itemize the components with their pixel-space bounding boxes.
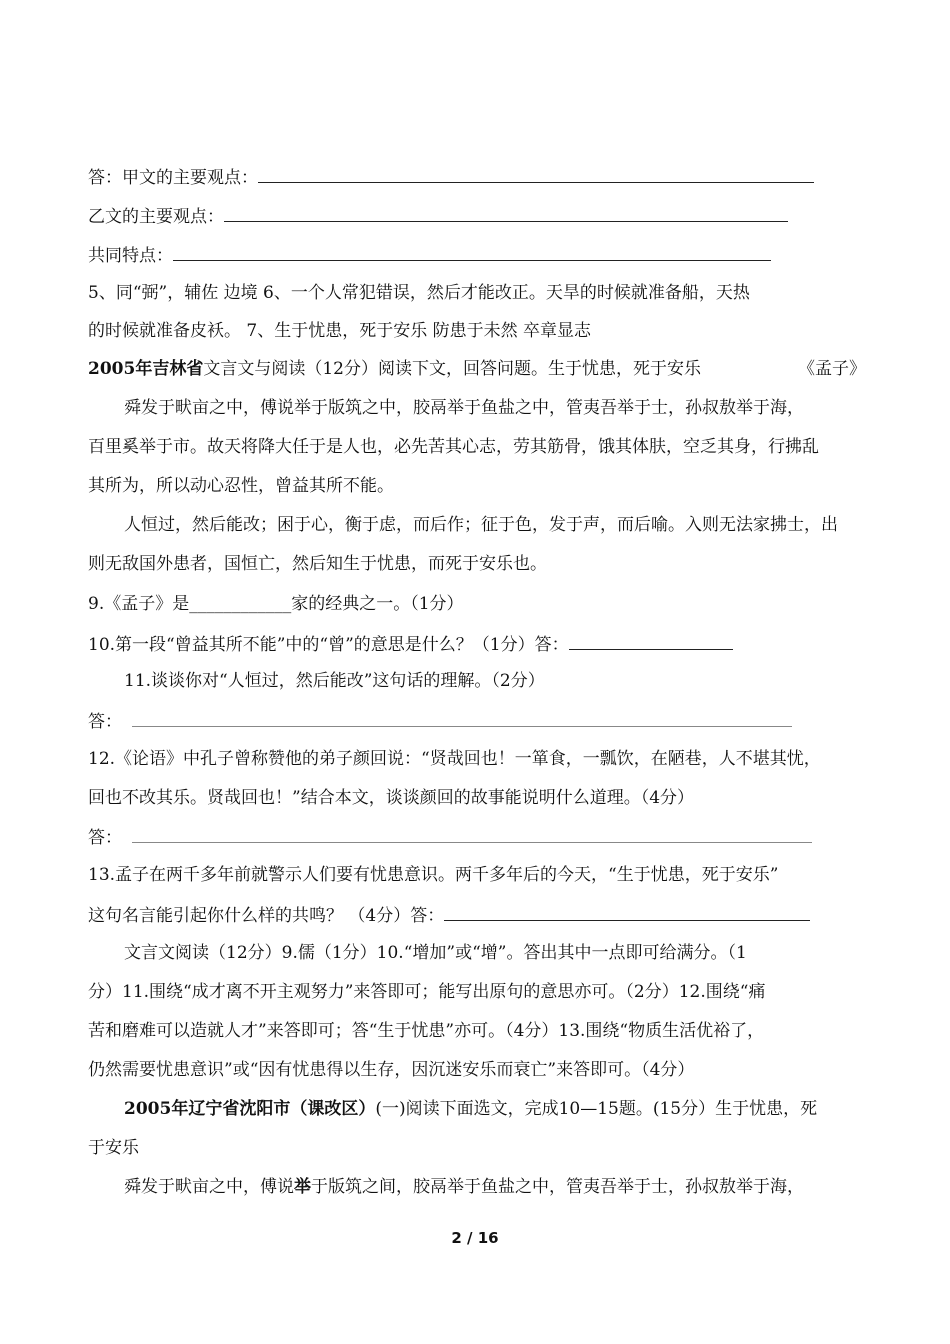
answer-jia-label: 答：甲文的主要观点：: [88, 168, 258, 188]
answer-yi-blank[interactable]: [224, 203, 788, 222]
answer-key-line-1: 文言文阅读（12分）9.儒（1分）10.“增加”或“增”。答出其中一点即可给满分。（1: [124, 943, 747, 963]
question-12-line-2: 回也不改其乐。贤哉回也！”结合本文，谈谈颜回的故事能说明什么道理。（4分）: [88, 788, 695, 808]
jilin-p1-line-2: 百里奚举于市。故天将降大任于是人也，必先苦其心志，劳其筋骨，饿其体肤，空乏其身，行拂乱: [88, 437, 819, 457]
question-10: [88, 631, 733, 657]
prev-answer-line-2: 的时候就准备皮袄。 7、生于忧患，死于安乐 防患于未然 卒章显志: [88, 321, 592, 341]
question-13-line-2: [88, 902, 810, 928]
question-11-answer-blank[interactable]: [132, 708, 792, 727]
page-number: 2 / 16: [451, 1229, 499, 1247]
question-11-answer-label: 答：: [88, 712, 122, 732]
shenyang-heading-line-2: 于安乐: [88, 1138, 139, 1158]
question-12-line-1: 12.《论语》中孔子曾称赞他的弟子颜回说：“贤哉回也！一箪食，一瓢饮，在陋巷，人不堪其忧，: [88, 749, 821, 769]
answer-jia-line: [88, 164, 814, 190]
answer-jia-blank[interactable]: [258, 164, 814, 183]
question-13-blank[interactable]: [444, 902, 810, 921]
answer-key-line-4: 仍然需要忧患意识”或“因有忧患得以生存，因沉迷安乐而衰亡”来答即可。（4分）: [88, 1060, 695, 1080]
question-10-text: 10.第一段“曾益其所不能”中的“曾”的意思是什么？（1分）答：: [88, 635, 569, 655]
question-13-text: 这句名言能引起你什么样的共鸣？ （4分）答：: [88, 906, 445, 926]
question-10-blank[interactable]: [569, 631, 733, 650]
question-9: [88, 592, 464, 616]
answer-key-line-3: 苦和磨难可以造就人才”来答即可；答“生于忧患”亦可。（4分）13.围绕“物质生活优裕了，: [88, 1021, 765, 1041]
question-11: 11.谈谈你对“人恒过，然后能改”这句话的理解。（2分）: [124, 671, 545, 691]
question-9-text-b: 家的经典之一。（1分）: [291, 594, 464, 614]
answer-common-blank[interactable]: [173, 242, 771, 261]
question-11-answer: [88, 708, 792, 734]
shenyang-heading: [124, 1097, 817, 1121]
jilin-p2-line-2: 则无敌国外患者，国恒亡，然后知生于忧患，而死于安乐也。: [88, 554, 547, 574]
answer-yi-line: [88, 203, 788, 229]
shenyang-p1-text-a: 舜发于畎亩之中，傅说: [124, 1177, 294, 1197]
question-12-answer: [88, 824, 812, 850]
question-12-answer-label: 答：: [88, 828, 122, 848]
question-12-answer-blank[interactable]: [132, 824, 812, 843]
answer-common-label: 共同特点：: [88, 246, 173, 266]
jilin-p1-line-3: 其所为，所以动心忍性，曾益其所不能。: [88, 476, 394, 496]
jilin-heading: [88, 357, 701, 381]
shenyang-heading-bold: 2005年辽宁省沈阳市（课改区）: [124, 1099, 376, 1119]
answer-yi-label: 乙文的主要观点：: [88, 207, 224, 227]
answer-key-line-2: 分）11.围绕“成才离不开主观努力”来答即可；能写出原句的意思亦可。（2分）12.围绕“痛: [88, 982, 766, 1002]
question-13-line-1: 13.孟子在两千多年前就警示人们要有忧患意识。两千多年后的今天，“生于忧患，死于安乐”: [88, 865, 779, 885]
jilin-heading-bold: 2005年吉林省: [88, 359, 204, 379]
prev-answer-line-1: 5、同“弼”，辅佐 边境 6、一个人常犯错误，然后才能改正。天旱的时候就准备船，天热: [88, 283, 750, 303]
shenyang-p1-bold: 举: [294, 1177, 311, 1197]
jilin-heading-rest: 文言文与阅读（12分）阅读下文，回答问题。生于忧患，死于安乐: [203, 359, 701, 379]
shenyang-p1-text-b: 于版筑之间，胶鬲举于鱼盐之中，管夷吾举于士，孙叔敖举于海，: [311, 1177, 804, 1197]
question-9-text-a: 9.《孟子》是: [88, 594, 190, 614]
question-9-blank[interactable]: ____________: [189, 594, 292, 614]
shenyang-heading-rest: (一)阅读下面选文，完成10—15题。(15分）生于忧患，死: [375, 1099, 818, 1119]
jilin-source: 《孟子》: [798, 359, 866, 379]
jilin-p1-line-1: 舜发于畎亩之中，傅说举于版筑之中，胶鬲举于鱼盐之中，管夷吾举于士，孙叔敖举于海，: [124, 398, 804, 418]
jilin-p2-line-1: 人恒过，然后能改；困于心，衡于虑，而后作；征于色，发于声，而后喻。入则无法家拂士，出: [124, 515, 838, 535]
answer-common-line: [88, 242, 771, 268]
shenyang-p1-line-1: [124, 1175, 804, 1199]
